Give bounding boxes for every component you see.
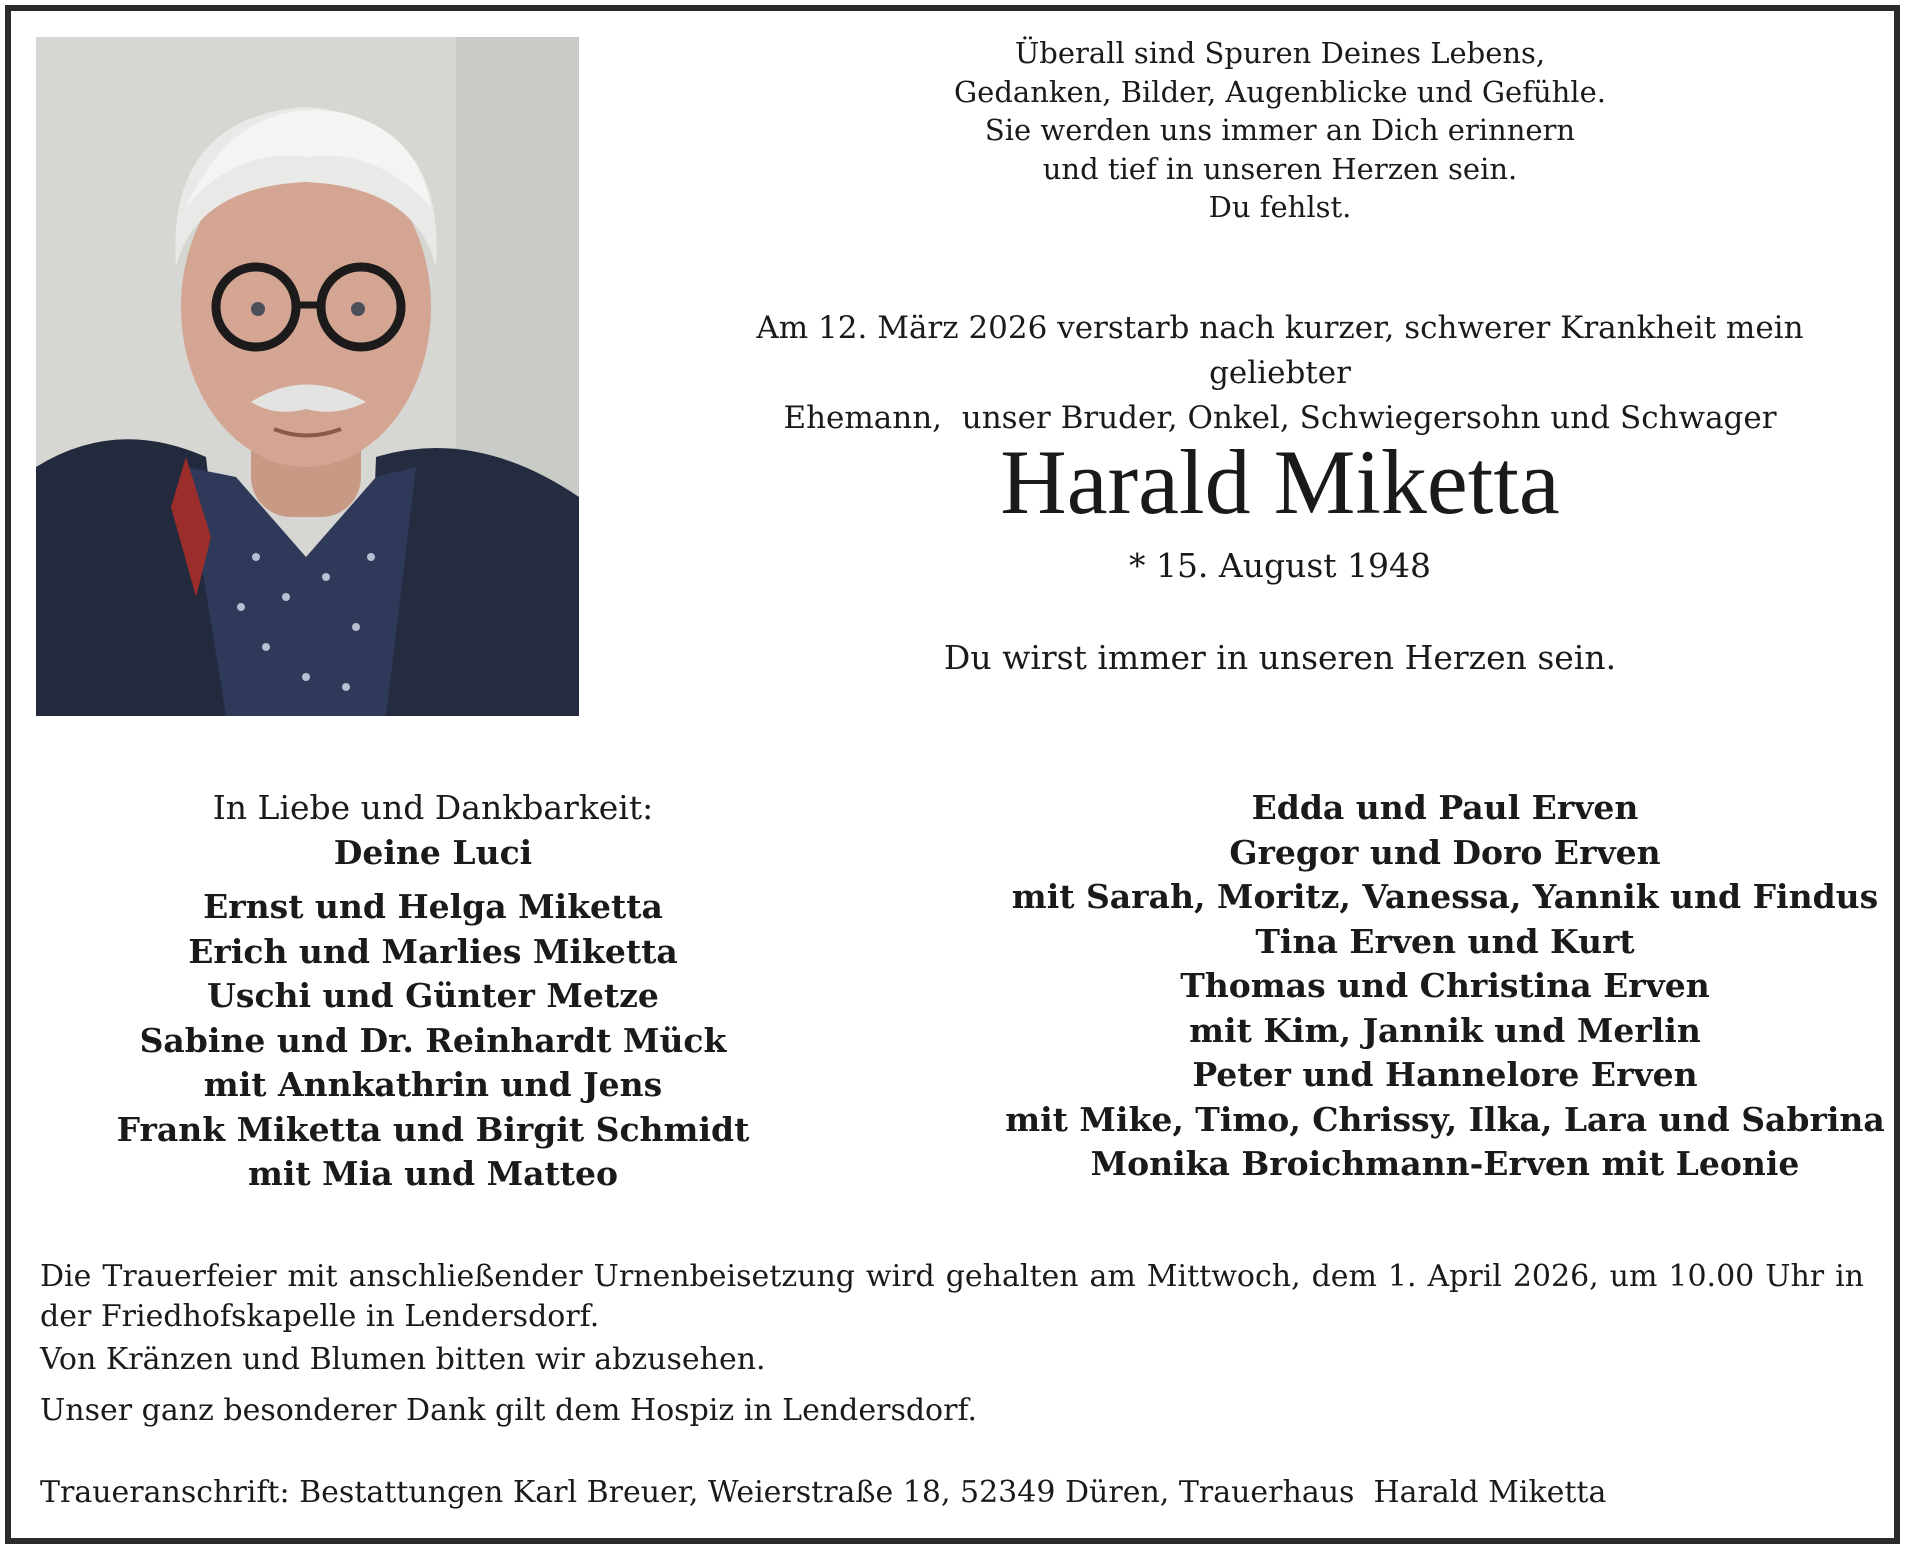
verse-line: Du fehlst. [1208, 190, 1352, 224]
mourner-name: Ernst und Helga Miketta [203, 887, 663, 926]
mourner-name: Erich und Marlies Miketta [188, 931, 678, 971]
verse-line: Überall sind Spuren Deines Lebens, [1014, 36, 1546, 70]
mourner-name: Thomas und Christina Erven [1180, 966, 1710, 1005]
mourner-name: Tina Erven und Kurt [1255, 921, 1635, 961]
mourner-name: mit Kim, Jannik und Merlin [1189, 1010, 1701, 1050]
dedication-lead: In Liebe und Dankbarkeit: [212, 788, 654, 827]
mourner-name: mit Mia und Matteo [247, 1154, 619, 1193]
mourner-name: Monika Broichmann-Erven mit Leonie [1090, 1144, 1800, 1183]
verse-block [690, 34, 1870, 227]
verse-line: und tief in unseren Herzen sein. [1042, 151, 1518, 186]
thanks-note: Unser ganz besonderer Dank gilt dem Hospiz in Lendersdorf. [40, 1393, 978, 1428]
mourner-name: Peter und Hannelore Erven [1192, 1055, 1698, 1094]
motto-text: Du wirst immer in unseren Herzen sein. [943, 638, 1617, 677]
portrait-illustration [36, 37, 579, 716]
deceased-name: Harald Miketta [1000, 431, 1560, 533]
mourner-name: mit Sarah, Moritz, Vanessa, Yannik und Findus [1011, 877, 1879, 916]
verse-line: Sie werden uns immer an Dich erinnern [984, 113, 1576, 147]
mourner-name: mit Annkathrin und Jens [203, 1065, 663, 1104]
death-announcement [690, 306, 1870, 441]
portrait-photo [36, 37, 579, 716]
mourners-left-column [36, 786, 830, 1197]
flowers-note: Von Kränzen und Blumen bitten wir abzusehen. [40, 1342, 766, 1377]
ceremony-info: Die Trauerfeier mit anschließender Urnenbeisetzung wird gehalten am Mittwoch, dem 1. April 2026, um 10.00 Uhr in der Friedhofskapelle in Lendersdorf. [40, 1259, 1864, 1334]
verse-line: Gedanken, Bilder, Augenblicke und Gefühle. [954, 74, 1606, 109]
announcement-line: Am 12. März 2026 verstarb nach kurzer, schwerer Krankheit mein geliebter [756, 310, 1804, 391]
mourning-address: Traueranschrift: Bestattungen Karl Breuer, Weierstraße 18, 52349 Düren, Trauerhaus Harald Miketta [40, 1475, 1607, 1510]
mourners-right-column [960, 786, 1905, 1187]
announcement-line: Ehemann, unser Bruder, Onkel, Schwiegersohn und Schwager [783, 400, 1777, 436]
mourner-name: Gregor und Doro Erven [1229, 832, 1661, 872]
birth-date: * 15. August 1948 [1128, 546, 1432, 585]
mourner-name: mit Mike, Timo, Chrissy, Ilka, Lara und Sabrina [1005, 1099, 1885, 1139]
mourner-name: Frank Miketta und Birgit Schmidt [116, 1109, 750, 1149]
mourner-name: Sabine und Dr. Reinhardt Mück [139, 1020, 727, 1060]
mourner-name: Edda und Paul Erven [1251, 788, 1639, 827]
mourner-name: Uschi und Günter Metze [207, 976, 659, 1015]
spouse-name: Deine Luci [333, 832, 533, 872]
